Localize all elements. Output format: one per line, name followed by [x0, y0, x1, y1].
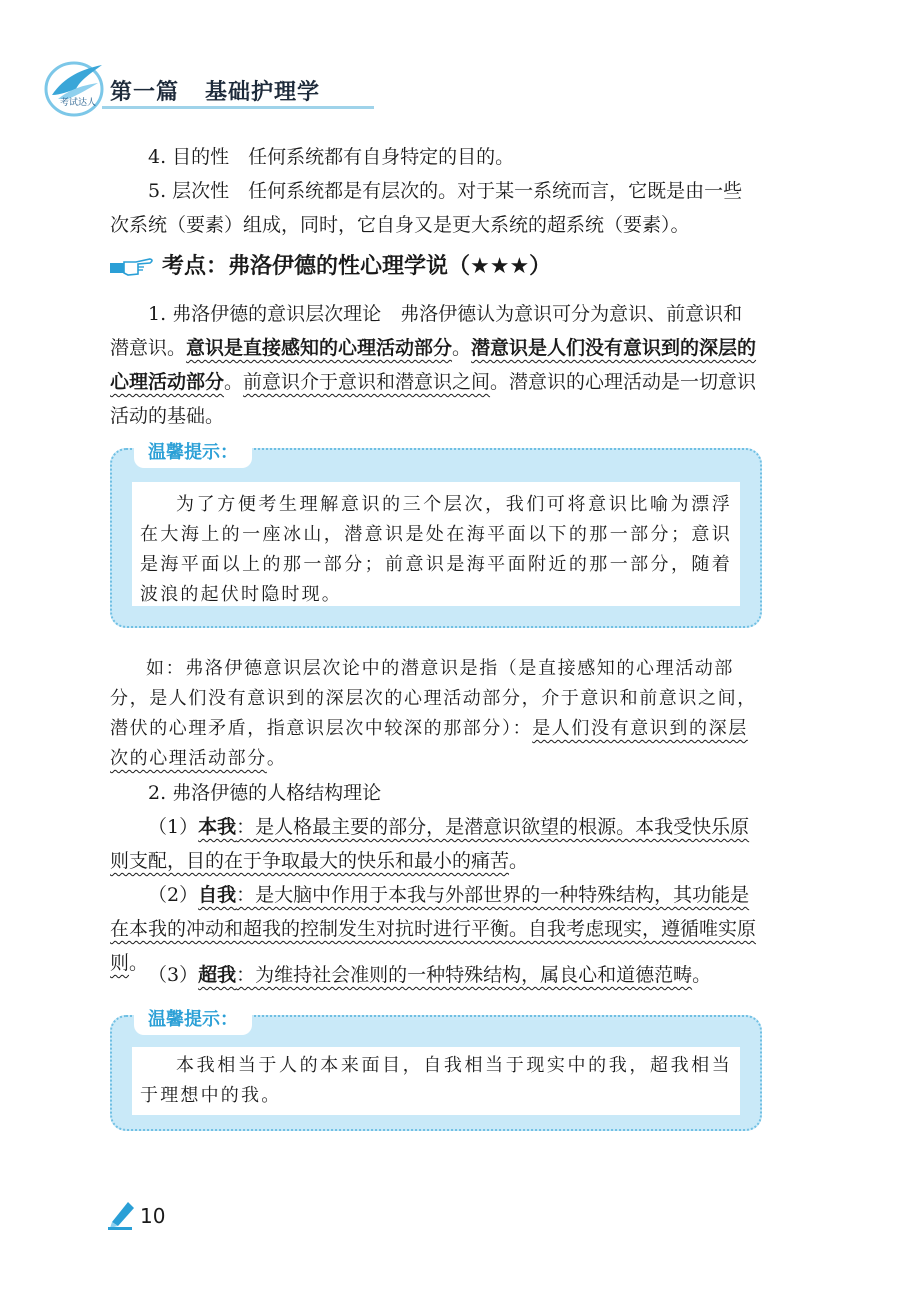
consciousness-tail: 。潜意识的心理活动是一切意识活动的基础。	[110, 371, 757, 427]
header-divider	[102, 106, 374, 109]
header-title	[110, 75, 320, 106]
ego-description: ：是大脑中作用于本我与外部世界的一种特殊结构，其功能是在本我的冲动和超我的控制发生对抗时进行平衡。自我考虑现实，遵循唯实原则	[110, 884, 757, 974]
key-consciousness: 意识是直接感知的心理活动部分	[186, 337, 453, 359]
paragraph-hierarchy: 5. 层次性 任何系统都是有层次的。对于某一系统而言，它既是由一些次系统（要素）组成，同时，它自身又是更大系统的超系统（要素）。	[110, 180, 743, 236]
page-footer	[108, 1198, 228, 1234]
superego-end: 。	[692, 964, 712, 986]
tip-content	[132, 1047, 740, 1115]
key-preconscious: 前意识介于意识和潜意识之间	[243, 371, 491, 393]
id-description: ：是人格最主要的部分，是潜意识欲望的根源。本我受快乐原则支配，目的在于争取最大的快乐和最小的痛苦	[110, 816, 750, 872]
id-number: （1）	[148, 816, 199, 838]
ego-number: （2）	[148, 884, 199, 906]
section2-title: 2. 弗洛伊德的人格结构理论	[148, 782, 382, 804]
part-label: 第一篇	[110, 80, 180, 105]
example-question	[110, 654, 760, 774]
kaodian-heading	[110, 249, 710, 289]
kaodian-title: 考点：弗洛伊德的性心理学说（★★★）	[162, 254, 552, 279]
paragraph-consciousness-levels	[110, 297, 760, 433]
consciousness-lead: 1. 弗洛伊德的意识层次理论 弗洛伊德认为意识可分为意识、前意识和潜意识。	[110, 303, 743, 359]
tip-box-personality	[110, 1009, 762, 1131]
example-end: 。	[266, 748, 287, 769]
svg-text:考试达人: 考试达人	[60, 98, 97, 108]
part-title: 基础护理学	[205, 80, 321, 105]
example-question-text: 如：弗洛伊德意识层次论中的潜意识是指（是直接感知的心理活动部分，是人们没有意识到的深层次的心理活动部分，介于意识和前意识之间，潜伏的心理矛盾，指意识层次中较深的那部分）：	[110, 658, 757, 739]
superego-description: ：为维持社会准则的一种特殊结构，属良心和道德范畴	[236, 964, 693, 986]
paragraph-id	[110, 810, 760, 878]
superego-number: （3）	[148, 964, 199, 986]
example-answer: 是人们没有意识到的深层次的心理活动部分	[110, 718, 748, 769]
sep-1: 。	[452, 337, 472, 359]
tip-content	[132, 482, 740, 606]
sep-2: 。	[224, 371, 244, 393]
tip-label: 温馨提示：	[134, 1003, 252, 1035]
ego-term: 自我	[198, 884, 237, 906]
tip-text: 本我相当于人的本来面目，自我相当于现实中的我，超我相当于理想中的我。	[140, 1055, 732, 1106]
pencil-icon	[108, 1198, 136, 1230]
logo-wing-icon	[42, 55, 108, 119]
tip-text: 为了方便考生理解意识的三个层次，我们可将意识比喻为漂浮在大海上的一座冰山，潜意识是处在海平面以下的那一部分；意识是海平面以上的那一部分；前意识是海平面附近的那一部分，随着波浪的起伏时隐时现。	[140, 494, 732, 605]
id-end: 。	[509, 850, 529, 872]
key-unconscious: 潜意识是人们没有意识到的深层的心理活动部分	[110, 337, 757, 393]
page-number: 10	[140, 1204, 166, 1228]
superego-term: 超我	[198, 964, 237, 986]
tip-box-iceberg	[110, 442, 762, 628]
ego-end: 。	[129, 952, 149, 974]
page-header	[42, 55, 342, 119]
paragraph-purpose: 4. 目的性 任何系统都有自身特定的目的。	[148, 146, 515, 168]
tip-label: 温馨提示：	[134, 436, 252, 468]
id-term: 本我	[198, 816, 237, 838]
paragraph-superego	[110, 958, 760, 992]
pointing-hand-icon	[110, 255, 154, 279]
